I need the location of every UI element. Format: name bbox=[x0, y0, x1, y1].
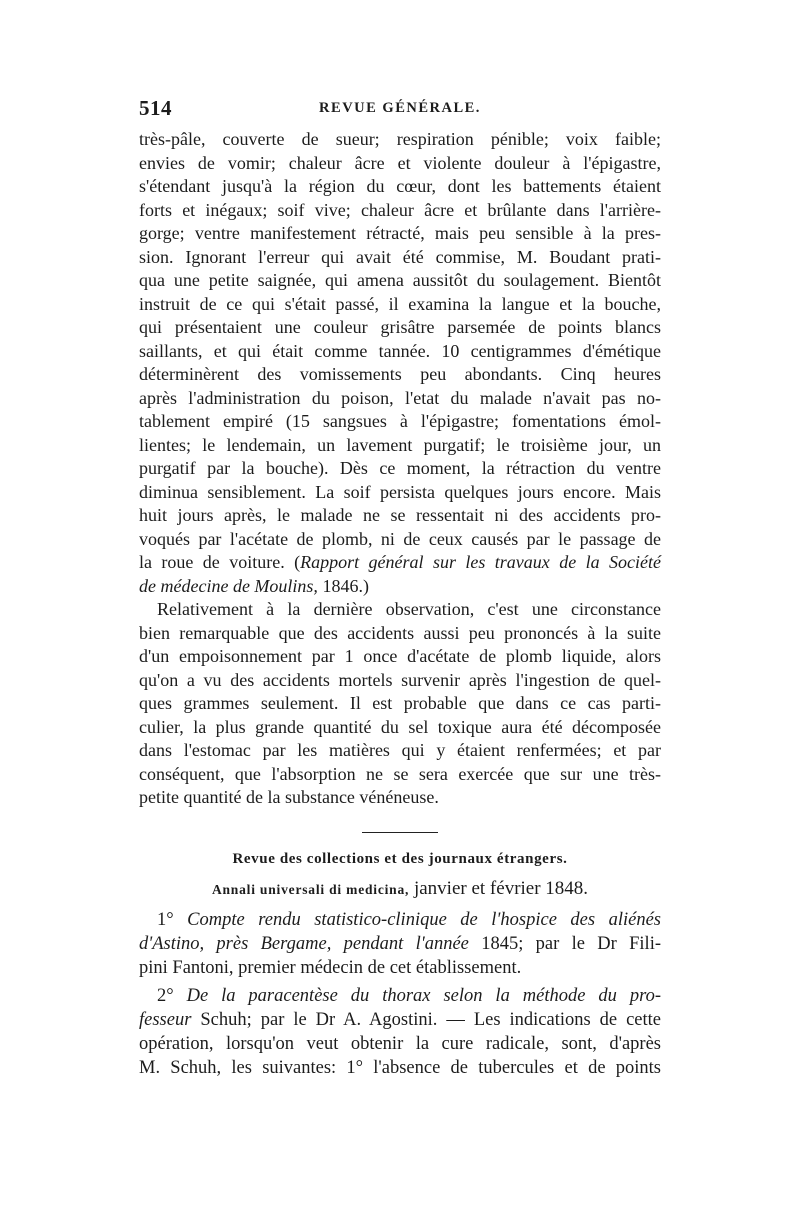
page-header bbox=[139, 96, 661, 122]
paragraph-commentary bbox=[139, 598, 661, 810]
text-line: huit jours après, le malade ne se ressentait ni des accidents pro- bbox=[139, 505, 661, 525]
text-line: très-pâle, couverte de sueur; respiration pénible; voix faible; bbox=[139, 129, 661, 149]
text-fragment: 1845; par le Dr Fili- bbox=[468, 933, 662, 954]
text-line: qu'on a vu des accidents mortels survenir après l'ingestion de quel- bbox=[139, 669, 661, 690]
citation-title-cont: de médecine de Moulins, bbox=[139, 575, 318, 596]
running-head: REVUE GÉNÉRALE. bbox=[319, 100, 481, 116]
text-fragment: la roue de voiture. ( bbox=[139, 552, 301, 572]
text-line: s'étendant jusqu'à la région du cœur, dont les battements étaient bbox=[139, 176, 661, 196]
citation-year: 1846.) bbox=[317, 575, 369, 596]
review-item-1 bbox=[139, 908, 661, 980]
text-line: purgatif par la bouche). Dès ce moment, la rétraction du ventre bbox=[139, 458, 661, 478]
text-line: voqués par l'acétate de plomb, ni de ceux causés par le passage de bbox=[139, 528, 661, 549]
citation-title: Rapport général sur les travaux de la Société bbox=[300, 552, 661, 572]
item-title-cont: fesseur bbox=[139, 1009, 192, 1030]
text-line: saillants, et qui était comme tannée. 10 centigrammes d'émétique bbox=[139, 340, 661, 361]
text-line: bien remarquable que des accidents aussi peu prononcés à la suite bbox=[139, 622, 661, 643]
page-number: 514 bbox=[139, 96, 172, 120]
text-line: petite quantité de la substance vénéneuse. bbox=[139, 787, 439, 807]
text-line: M. Schuh, les suivantes: 1° l'absence de tubercules et de points bbox=[139, 1057, 661, 1078]
text-line: instruit de ce qui s'était passé, il examina la langue et la bouche, bbox=[139, 293, 661, 314]
text-line bbox=[139, 932, 661, 956]
text-line: déterminèrent des vomissements peu abondants. Cinq heures bbox=[139, 364, 661, 384]
text-line: culier, la plus grande quantité du sel toxique aura été décomposée bbox=[139, 716, 661, 737]
text-line: dans l'estomac par les matières qui y étaient renfermées; et par bbox=[139, 740, 661, 760]
text-line bbox=[139, 908, 661, 932]
text-line: gorge; ventre manifestement rétracté, mais peu sensible à la pres- bbox=[139, 223, 661, 243]
item-title: De la paracentèse du thorax selon la méthode du pro- bbox=[186, 985, 661, 1006]
text-line: pini Fantoni, premier médecin de cet établissement. bbox=[139, 957, 522, 978]
text-line: qui présentaient une couleur grisâtre parsemée de points blancs bbox=[139, 317, 661, 337]
section-title: Revue des collections et des journaux étrangers. bbox=[232, 850, 568, 867]
text-line: d'un empoisonnement par 1 once d'acétate de plomb liquide, alors bbox=[139, 646, 661, 666]
text-line: envies de vomir; chaleur âcre et violente douleur à l'épigastre, bbox=[139, 152, 661, 173]
text-line: tablement empiré (15 sangsues à l'épigastre; fomentations émol- bbox=[139, 411, 661, 431]
item-number: 2° bbox=[157, 985, 187, 1006]
text-line: lientes; le lendemain, un lavement purgatif; le troisième jour, un bbox=[139, 434, 661, 455]
text-line: conséquent, que l'absorption ne se sera exercée que sur une très- bbox=[139, 763, 661, 784]
paragraph-case-report bbox=[139, 128, 661, 598]
text-line: Relativement à la dernière observation, c'est une circonstance bbox=[157, 599, 661, 619]
book-page bbox=[139, 96, 661, 1080]
section-divider bbox=[362, 832, 438, 833]
text-line bbox=[139, 551, 661, 575]
journal-name: Annali universali di medicina, bbox=[211, 881, 410, 897]
text-line: diminua sensiblement. La soif persista quelques jours encore. Mais bbox=[139, 481, 661, 502]
text-line bbox=[139, 1008, 661, 1032]
text-line: après l'administration du poison, l'etat du malade n'avait pas no- bbox=[139, 387, 661, 408]
text-line: sion. Ignorant l'erreur qui avait été commise, M. Boudant prati- bbox=[139, 246, 661, 267]
text-line bbox=[139, 984, 661, 1008]
text-line: qua une petite saignée, qui amena aussitôt du soulagement. Bientôt bbox=[139, 270, 661, 290]
text-line bbox=[139, 575, 661, 599]
journal-heading bbox=[139, 878, 661, 900]
journal-dates: janvier et février 1848. bbox=[409, 877, 589, 899]
text-line: opération, lorsqu'on veut obtenir la cure radicale, sont, d'après bbox=[139, 1033, 661, 1054]
item-title: Compte rendu statistico-clinique de l'hospice des aliénés bbox=[187, 909, 661, 930]
text-line: forts et inégaux; soif vive; chaleur âcre et brûlante dans l'arrière- bbox=[139, 199, 661, 220]
review-item-2 bbox=[139, 984, 661, 1080]
text-line: ques grammes seulement. Il est probable que dans ce cas parti- bbox=[139, 693, 661, 713]
item-title-cont: d'Astino, près Bergame, pendant l'année bbox=[139, 933, 469, 954]
text-fragment: Schuh; par le Dr A. Agostini. — Les indications de cette bbox=[191, 1009, 661, 1030]
item-number: 1° bbox=[157, 909, 188, 930]
